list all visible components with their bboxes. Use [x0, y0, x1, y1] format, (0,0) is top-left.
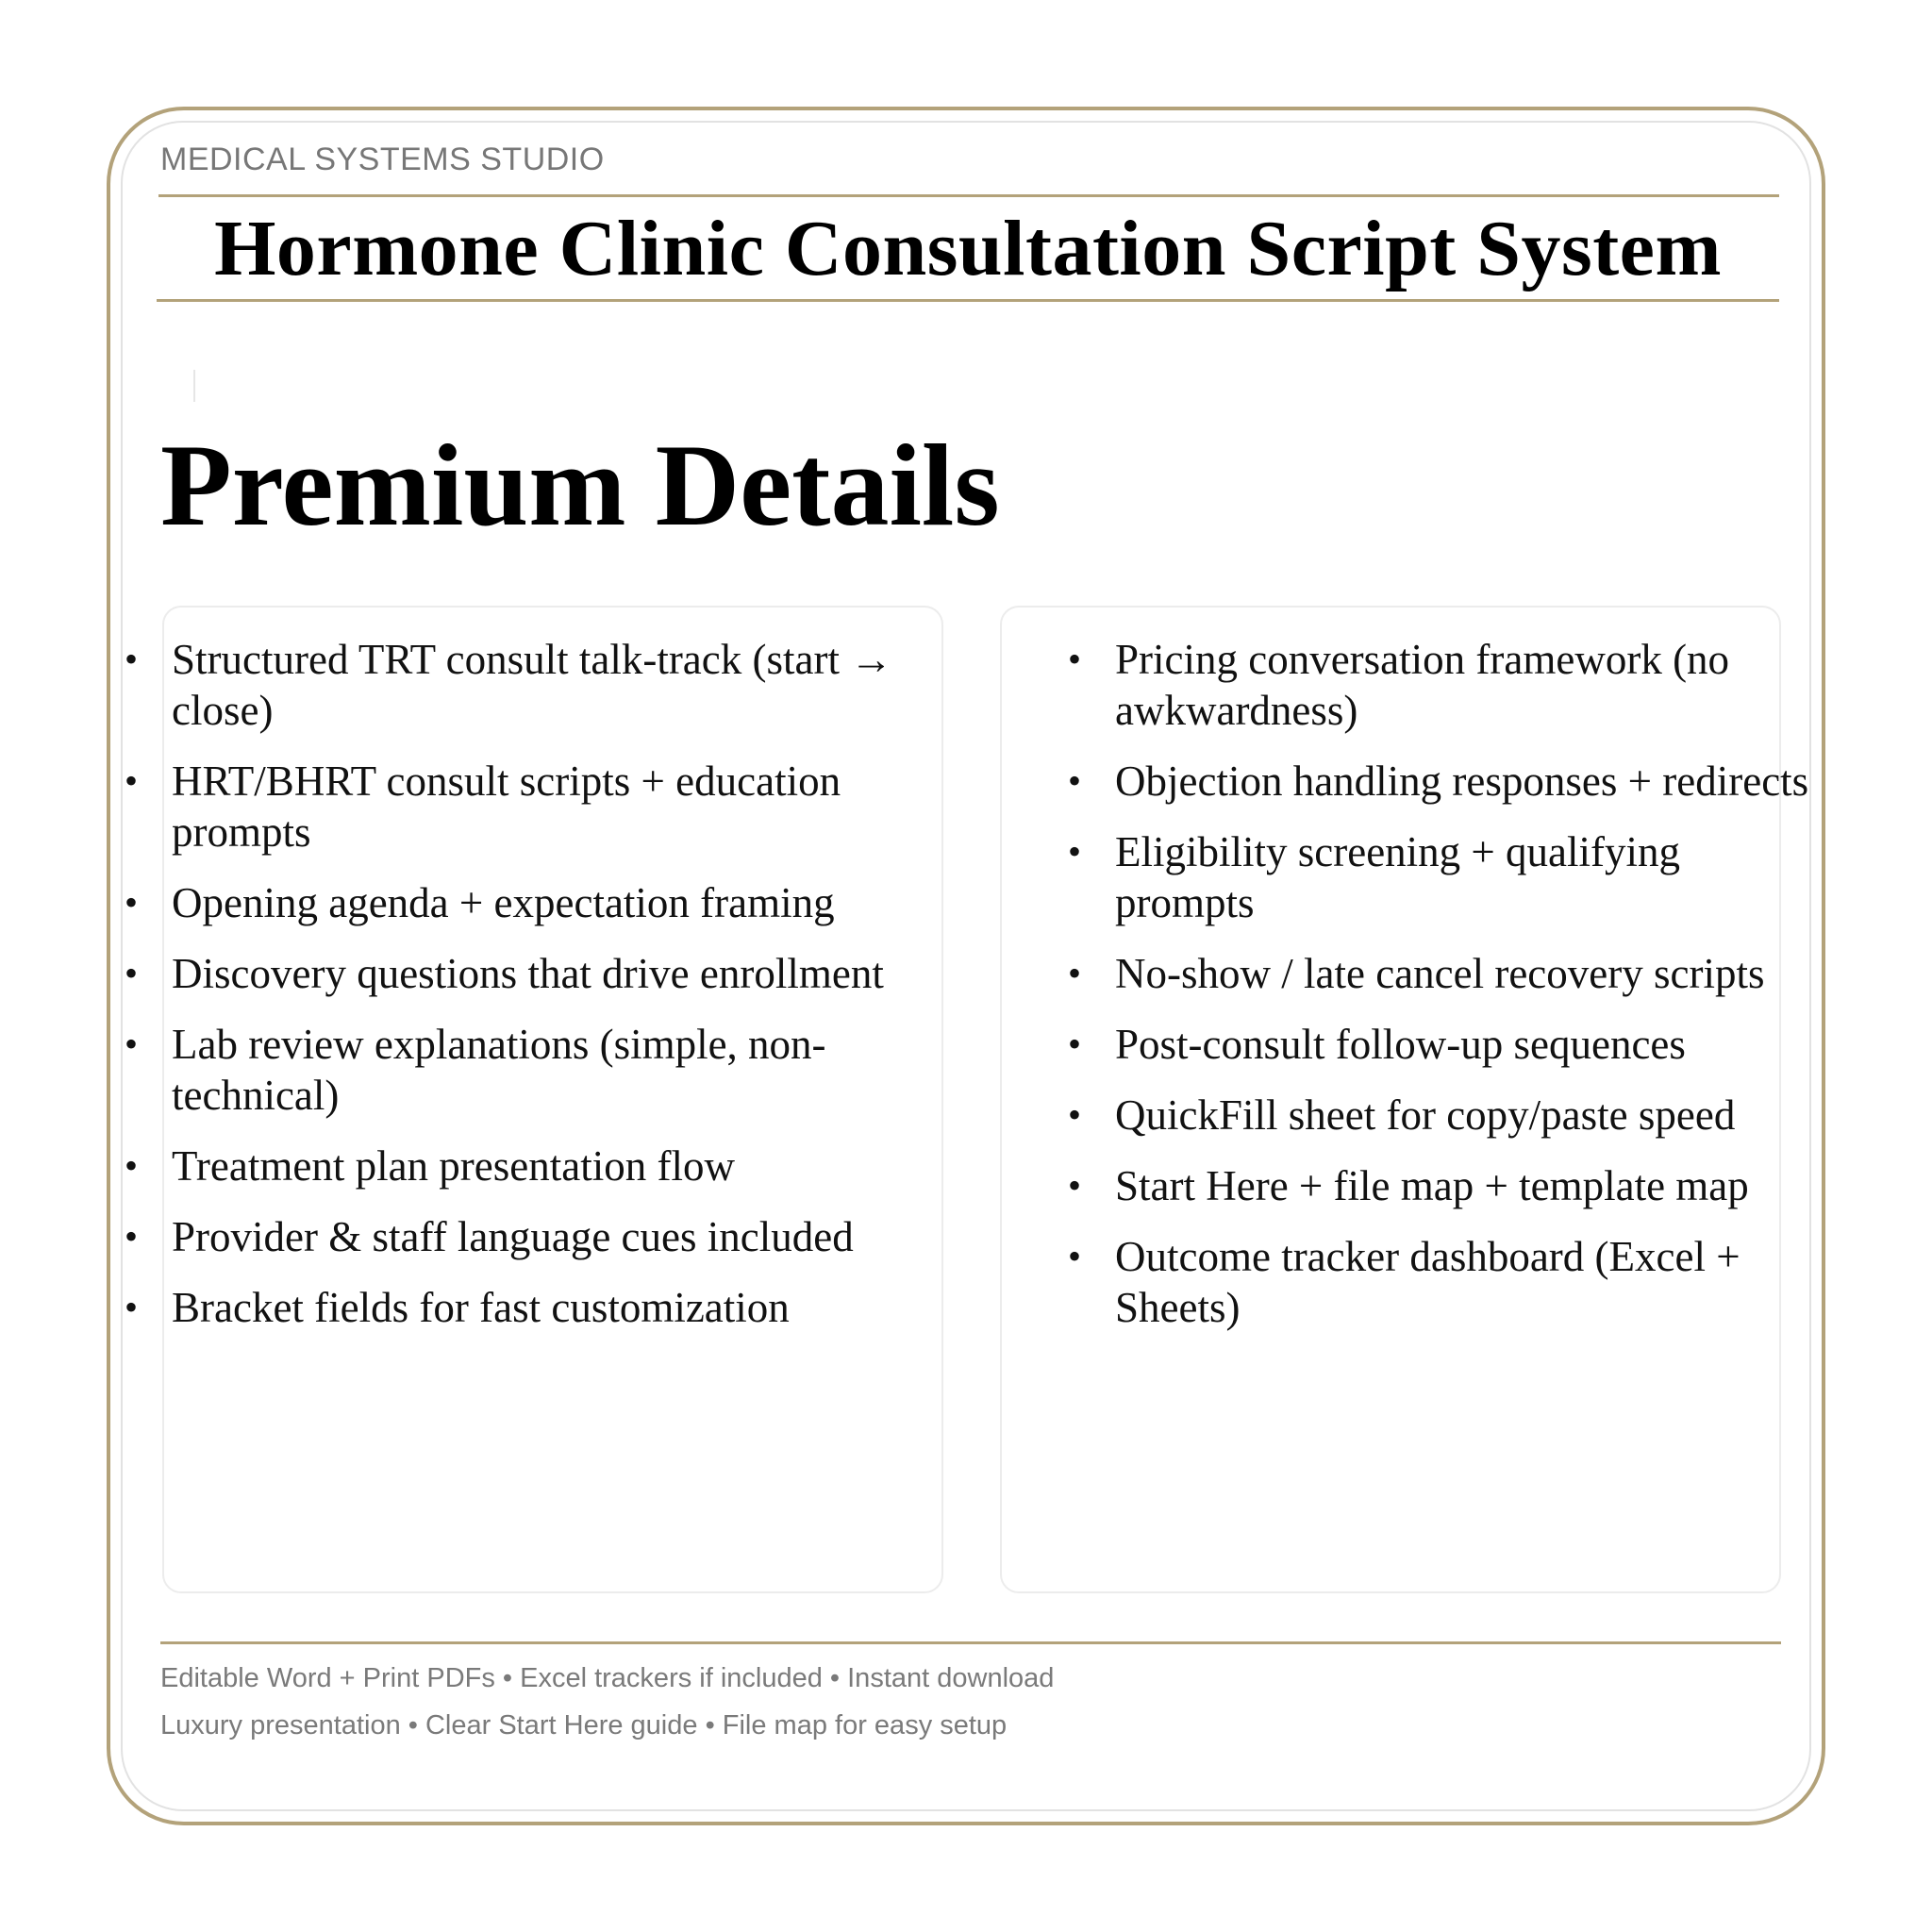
list-item-text: Provider & staff language cues included — [172, 1213, 854, 1260]
right-feature-list — [1064, 634, 1809, 1353]
list-item — [121, 1141, 951, 1191]
list-item-text: Eligibility screening + qualifying prompts — [1115, 828, 1681, 926]
bullet-icon: • — [124, 1286, 138, 1328]
footer-line-1: Editable Word + Print PDFs • Excel trackers if included • Instant download — [160, 1663, 1055, 1693]
brand-name: MEDICAL SYSTEMS STUDIO — [160, 142, 605, 177]
list-item-text: Bracket fields for fast customization — [172, 1284, 790, 1331]
bullet-icon: • — [1067, 830, 1081, 873]
list-item-text: HRT/BHRT consult scripts + education prompts — [172, 758, 841, 856]
list-item — [1064, 826, 1809, 928]
list-item — [121, 948, 951, 999]
list-item — [1064, 1090, 1809, 1141]
bullet-icon: • — [124, 1023, 138, 1065]
bullet-icon: • — [124, 1215, 138, 1257]
list-item — [121, 634, 951, 736]
list-item-text: Structured TRT consult talk-track (start → close) — [172, 636, 893, 734]
list-item-text: Opening agenda + expectation framing — [172, 879, 835, 926]
list-item-text: Discovery questions that drive enrollment — [172, 950, 884, 997]
bullet-icon: • — [1067, 1164, 1081, 1207]
list-item — [1064, 1231, 1809, 1333]
decorative-tick — [193, 370, 195, 402]
list-item-text: Lab review explanations (simple, non-technical) — [172, 1021, 826, 1119]
bullet-icon: • — [1067, 1023, 1081, 1065]
list-item — [121, 1019, 951, 1121]
list-item-text: Treatment plan presentation flow — [172, 1142, 735, 1190]
list-item-text: Outcome tracker dashboard (Excel + Sheets) — [1115, 1233, 1740, 1331]
left-feature-list — [121, 634, 951, 1353]
bullet-icon: • — [124, 638, 138, 680]
list-item — [121, 1211, 951, 1262]
list-item — [1064, 1160, 1809, 1211]
list-item — [1064, 948, 1809, 999]
bullet-icon: • — [124, 952, 138, 994]
bullet-icon: • — [1067, 638, 1081, 680]
list-item-text: Post-consult follow-up sequences — [1115, 1021, 1686, 1068]
list-item — [1064, 756, 1809, 807]
footer-line-2: Luxury presentation • Clear Start Here guide • File map for easy setup — [160, 1710, 1008, 1740]
header-top-divider — [158, 194, 1779, 197]
document-title: Hormone Clinic Consultation Script System — [214, 205, 1722, 292]
bullet-icon: • — [124, 881, 138, 924]
bullet-icon: • — [1067, 1093, 1081, 1136]
bullet-icon: • — [1067, 952, 1081, 994]
list-item-text: Start Here + file map + template map — [1115, 1162, 1749, 1209]
list-item — [121, 756, 951, 858]
bullet-icon: • — [124, 1144, 138, 1187]
list-item — [1064, 1019, 1809, 1070]
list-item-text: Objection handling responses + redirects — [1115, 758, 1809, 805]
bullet-icon: • — [1067, 1235, 1081, 1277]
footer-divider — [160, 1641, 1781, 1644]
list-item-text: Pricing conversation framework (no awkwardness) — [1115, 636, 1730, 734]
list-item-text: QuickFill sheet for copy/paste speed — [1115, 1091, 1736, 1139]
list-item — [121, 877, 951, 928]
section-heading: Premium Details — [160, 421, 1000, 550]
list-item — [1064, 634, 1809, 736]
list-item-text: No-show / late cancel recovery scripts — [1115, 950, 1765, 997]
header-bottom-divider — [157, 299, 1779, 302]
bullet-icon: • — [124, 759, 138, 802]
bullet-icon: • — [1067, 759, 1081, 802]
list-item — [121, 1282, 951, 1333]
